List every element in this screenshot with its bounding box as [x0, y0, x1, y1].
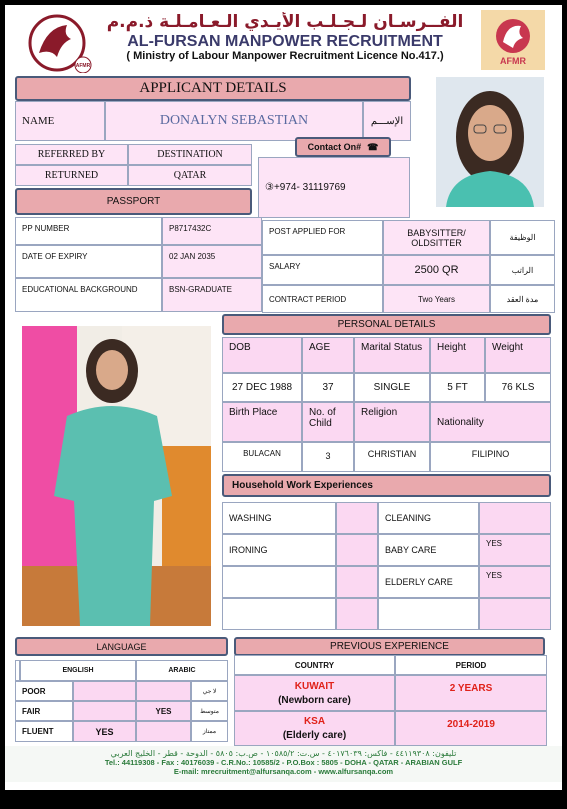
- header-title: AL-FURSAN MANPOWER RECRUITMENT: [127, 33, 443, 50]
- post-applied-arabic: الوظيفة: [490, 220, 555, 255]
- household-item-value: [336, 534, 378, 566]
- applicant-full-photo: [22, 326, 211, 626]
- company-logo-right: [481, 10, 545, 70]
- returned-label: RETURNED: [15, 165, 128, 186]
- household-item-value: [336, 566, 378, 598]
- language-row-label: FAIR: [15, 701, 73, 721]
- household-item: ELDERLY CARE: [378, 566, 479, 598]
- language-col-english: ENGLISH: [20, 660, 136, 681]
- language-heading: LANGUAGE: [15, 637, 228, 656]
- personal-header-height: Height: [430, 337, 485, 373]
- household-heading: [222, 474, 551, 497]
- personal-header-weight: Weight: [485, 337, 551, 373]
- personal-header-nationality: Nationality: [430, 402, 551, 442]
- language-table: [15, 660, 228, 742]
- previous-country: KUWAIT: [294, 680, 335, 692]
- application-form: [5, 5, 562, 790]
- household-item-value: YES: [479, 534, 551, 566]
- company-logo-left: [27, 13, 95, 73]
- previous-col-period: PERIOD: [395, 655, 547, 675]
- applicant-portrait: [436, 77, 544, 207]
- phone-icon: ☎: [367, 141, 379, 152]
- household-item: [378, 598, 479, 630]
- header-arabic-title: الفــرسـان لـجـلـب الأيـدي الـعـامـلـة ذ.م.م: [106, 12, 464, 32]
- personal-value-religion: CHRISTIAN: [354, 442, 430, 472]
- contact-box: [258, 157, 410, 218]
- education-label: EDUCATIONAL BACKGROUND: [15, 278, 162, 312]
- personal-value-nationality: FILIPINO: [430, 442, 551, 472]
- name-label: NAME: [15, 101, 105, 141]
- personal-value-height: 5 FT: [430, 373, 485, 402]
- household-item: [222, 598, 336, 630]
- salary-arabic: الراتب: [490, 255, 555, 285]
- household-table: [222, 502, 551, 630]
- personal-header-dob: DOB: [222, 337, 302, 373]
- household-heading-text: Household Work Experiences: [232, 480, 373, 491]
- personal-header-marital: Marital Status: [354, 337, 430, 373]
- name-label-arabic: الإســـم: [363, 101, 411, 141]
- salary-label: SALARY: [262, 255, 383, 285]
- language-english-value: [73, 681, 136, 701]
- destination-label: DESTINATION: [128, 144, 252, 165]
- household-item-value: [479, 598, 551, 630]
- previous-country-note: (Newborn care): [278, 694, 351, 706]
- household-item: [222, 566, 336, 598]
- contact-label: Contact On#: [307, 142, 362, 152]
- personal-value-weight: 76 KLS: [485, 373, 551, 402]
- household-item: CLEANING: [378, 502, 479, 534]
- personal-value-dob: 27 DEC 1988: [222, 373, 302, 402]
- name-value: DONALYN SEBASTIAN: [105, 101, 363, 141]
- previous-country-cell: [234, 675, 395, 711]
- passport-number-value: P8717432C: [162, 217, 262, 245]
- language-row-label: POOR: [15, 681, 73, 701]
- footer-line2: E-mail: mrecruitment@alfursanqa.com - www.alfursanqa.com: [173, 767, 394, 776]
- language-arabic-value: YES: [136, 701, 191, 721]
- footer-arabic-line: تليفون: ٤٤١١٩٣٠٨ - فاكس: ٤٠١٧٦٠٣٩ - س.ت: ١٠٥٨٥/٢ - ص.ب: ٥٨٠٥ - الدوحة - قطر - الخليج العربي: [110, 749, 457, 758]
- language-arabic-value: [136, 681, 191, 701]
- household-item-value: [336, 598, 378, 630]
- destination-value: QATAR: [128, 165, 252, 186]
- personal-value-children: 3: [302, 442, 354, 472]
- contact-heading: [295, 137, 391, 157]
- previous-period: 2014-2019: [395, 711, 547, 746]
- previous-experience-table: [234, 655, 547, 746]
- logo-text: AFMR: [75, 63, 91, 69]
- previous-col-country: COUNTRY: [234, 655, 395, 675]
- language-row-label-arabic: ممتاز: [191, 721, 228, 742]
- expiry-value: 02 JAN 2035: [162, 245, 262, 278]
- contact-value: +974- 31119769: [273, 182, 346, 193]
- post-applied-label: POST APPLIED FOR: [262, 220, 383, 255]
- footer-line1: Tel.: 44119308 - Fax : 40176039 - C.R.No.: 10585/2 - P.O.Box : 5805 - DOHA - QATAR - ARABIAN GULF: [104, 758, 463, 767]
- personal-details-heading: PERSONAL DETAILS: [222, 314, 551, 335]
- personal-header-age: AGE: [302, 337, 354, 373]
- expiry-label: DATE OF EXPIRY: [15, 245, 162, 278]
- previous-country-cell: [234, 711, 395, 746]
- passport-heading: PASSPORT: [15, 188, 252, 215]
- personal-header-birthplace: Birth Place: [222, 402, 302, 442]
- logo-right-text: AFMR: [500, 56, 526, 66]
- household-item: IRONING: [222, 534, 336, 566]
- personal-header-children: No. of Child: [302, 402, 354, 442]
- previous-experience-heading: PREVIOUS EXPERIENCE: [234, 637, 545, 656]
- post-applied-value: BABYSITTER/ OLDSITTER: [383, 220, 490, 255]
- language-row-label-arabic: متوسط: [191, 701, 228, 721]
- language-row-label: FLUENT: [15, 721, 73, 742]
- household-item-value: YES: [479, 566, 551, 598]
- language-arabic-value: [136, 721, 191, 742]
- personal-value-age: 37: [302, 373, 354, 402]
- footer: [5, 746, 562, 782]
- language-english-value: YES: [73, 721, 136, 742]
- previous-country-note: (Elderly care): [282, 730, 347, 741]
- household-item: WASHING: [222, 502, 336, 534]
- household-item-value: [336, 502, 378, 534]
- header-subtitle: ( Ministry of Labour Manpower Recruitment Licence No.417.): [126, 50, 444, 62]
- contract-period-arabic: مدة العقد: [490, 285, 555, 313]
- personal-value-birthplace: BULACAN: [222, 442, 302, 472]
- previous-country: KSA: [303, 716, 326, 727]
- referred-by-label: REFERRED BY: [15, 144, 128, 165]
- applicant-details-heading: APPLICANT DETAILS: [15, 76, 411, 101]
- language-col-arabic: ARABIC: [136, 660, 228, 681]
- passport-number-label: PP NUMBER: [15, 217, 162, 245]
- contract-period-value: Two Years: [383, 285, 490, 313]
- language-row-label-arabic: لا جي: [191, 681, 228, 701]
- household-item: BABY CARE: [378, 534, 479, 566]
- education-value: BSN-GRADUATE: [162, 278, 262, 312]
- salary-value: 2500 QR: [383, 255, 490, 285]
- contract-period-label: CONTRACT PERIOD: [262, 285, 383, 313]
- language-english-value: [73, 701, 136, 721]
- personal-header-religion: Religion: [354, 402, 430, 442]
- contact-icon: ③: [265, 182, 274, 193]
- personal-value-marital: SINGLE: [354, 373, 430, 402]
- household-item-value: [479, 502, 551, 534]
- previous-period: 2 YEARS: [395, 675, 547, 711]
